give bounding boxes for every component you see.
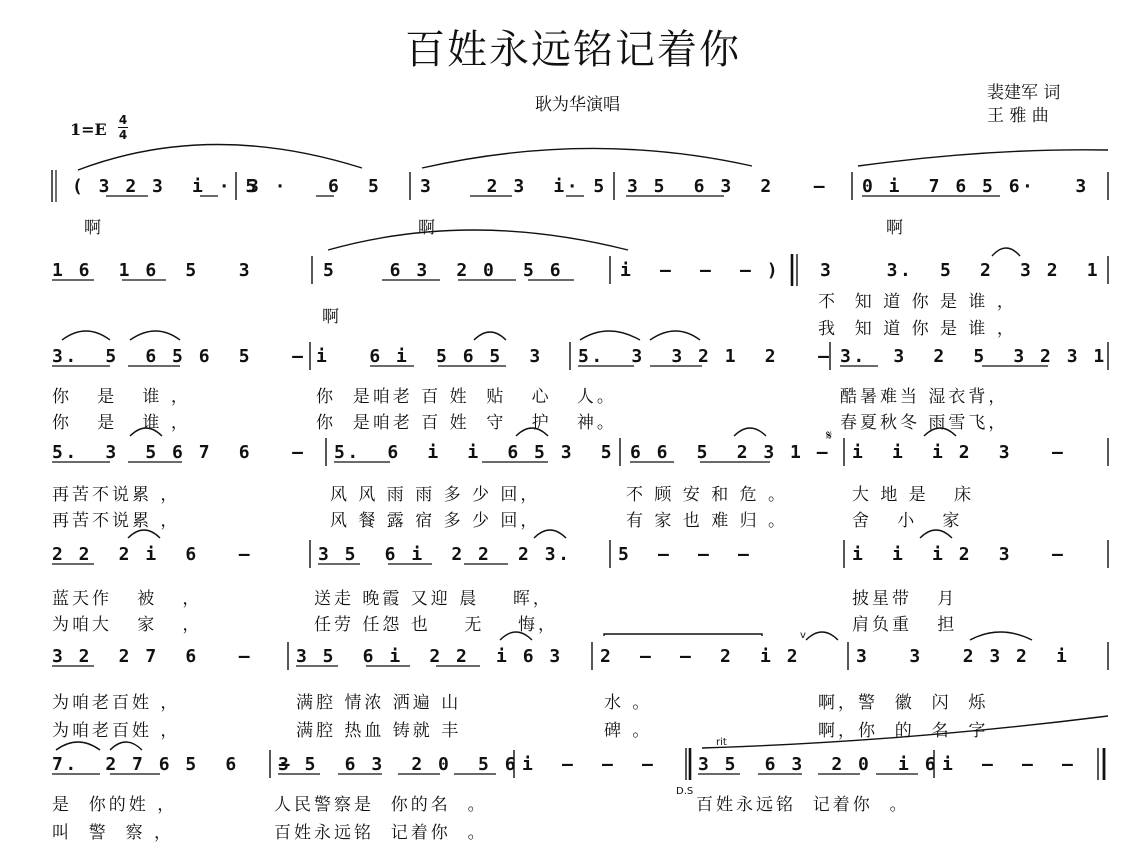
measure-notes: 3 5 6 3 2 0 5 6 <box>278 754 519 775</box>
lyric-line: 啊，你 的 名 字 <box>818 721 989 741</box>
lyric-line: 舍 小 家 <box>852 511 963 531</box>
lyric-line: 任劳 任怨 也 无 悔， <box>314 615 559 635</box>
segno-mark: 𝄋 <box>826 428 833 444</box>
measure-notes: ( 3 2 3 i · 5 <box>72 176 259 197</box>
measure-notes: 5 6 3 2 0 5 6 <box>323 260 564 281</box>
lyric-line: 水 。 <box>604 693 653 713</box>
lyric-line: 满腔 情浓 洒遍 山 <box>296 693 462 713</box>
composer-credit: 王 雅 曲 <box>987 106 1049 126</box>
measure-notes: 3. 5 6 5 6 5 – <box>52 346 306 367</box>
lyric-line: 碑 。 <box>604 721 653 741</box>
measure-notes: 5. 6 i i 6 5 3 5 <box>334 442 615 463</box>
lyric-line: 百姓永远铭 记着你 。 <box>274 823 488 843</box>
lyric-line: 风 风 雨 雨 多 少 回， <box>330 485 541 505</box>
time-signature-top: 4 <box>118 113 128 127</box>
lyric-line: 蓝天作 被 ， <box>52 589 203 609</box>
measure-notes: 3 3. 5 2 3 2 1 <box>820 260 1101 281</box>
lyric-line: 大 地 是 床 <box>852 485 975 505</box>
lyric-line: 肩负重 担 <box>852 615 958 635</box>
measure-notes: i – – – ) <box>620 260 781 281</box>
measure-notes: 3 2 2 7 6 – <box>52 646 253 667</box>
measure-notes: 5 – – – <box>618 544 752 565</box>
lyric-line: 你 是 谁 ， <box>52 387 191 407</box>
measure-notes: 3. 3 2 5 3 2 3 1 <box>840 346 1107 367</box>
measure-notes: 5. 3 5 6 7 6 – <box>52 442 306 463</box>
lyric-line: 风 餐 露 宿 多 少 回， <box>330 511 541 531</box>
lyric-line: 啊 <box>322 307 342 327</box>
lyric-line: 是 你的姓 ， <box>52 795 178 815</box>
lyric-line: 为咱大 家 ， <box>52 615 203 635</box>
measure-notes: i – – – <box>522 754 656 775</box>
lyric-line: 满腔 热血 铸就 丰 <box>296 721 462 741</box>
lyric-line: 不 知 道 你 是 谁 ， <box>818 292 1017 312</box>
breath-mark: v <box>800 630 806 641</box>
dal-segno-mark: D.S <box>676 786 694 797</box>
lyric-line: 披星带 月 <box>852 589 958 609</box>
measure-notes: i i i 2 3 – <box>852 442 1066 463</box>
lyric-line: 有 家 也 难 归 。 <box>626 511 789 531</box>
measure-notes: 1 6 1 6 5 3 <box>52 260 253 281</box>
lyricist-credit: 裴建军 词 <box>987 83 1061 103</box>
ritardando-mark: rit <box>716 737 727 748</box>
measure-notes: i i i 2 3 – <box>852 544 1066 565</box>
lyric-line: 人民警察是 你的名 。 <box>274 795 488 815</box>
measure-notes: 2 – – 2 i 2 <box>600 646 801 667</box>
lyric-line: 叫 警 察 ， <box>52 823 175 843</box>
measure-notes: 3 · 6 5 <box>248 176 382 197</box>
lyric-line: 百姓永远铭 记着你 。 <box>696 795 910 815</box>
measure-notes: i – – – <box>942 754 1076 775</box>
measure-notes: 3 2 3 i· 5 <box>420 176 607 197</box>
measure-notes: 0 i 7 6 5 6· 3 <box>862 176 1089 197</box>
lyric-line: 啊 <box>886 218 906 238</box>
lyric-line: 啊 <box>418 218 438 238</box>
measure-notes: i 6 i 5 6 5 3 <box>316 346 543 367</box>
lyric-line: 酷暑难当 湿衣背， <box>840 387 1009 407</box>
song-title: 百姓永远铭记着你 <box>405 27 741 73</box>
measure-notes: 3 5 6 3 2 0 i 6 <box>698 754 939 775</box>
key-signature: 1=E <box>70 120 107 139</box>
measure-notes: 3 5 6 i 2 2 2 3. <box>318 544 572 565</box>
lyric-line: 你 是咱老 百 姓 贴 心 人。 <box>316 387 617 407</box>
time-signature-bottom: 4 <box>118 128 128 142</box>
lyric-line: 啊，警 徽 闪 烁 <box>818 693 989 713</box>
lyric-line: 不 顾 安 和 危 。 <box>626 485 789 505</box>
lyric-line: 春夏秋冬 雨雪飞， <box>840 413 1009 433</box>
measure-notes: 5. 3 3 2 1 2 – <box>578 346 832 367</box>
lyric-line: 为咱老百姓 ， <box>52 693 181 713</box>
lyric-line: 你 是 谁 ， <box>52 413 191 433</box>
time-signature <box>118 114 128 141</box>
lyric-line: 再苦不说累 ， <box>52 485 181 505</box>
measure-notes: 7. 2 7 6 5 6 – <box>52 754 293 775</box>
measure-notes: 3 5 6 3 2 – <box>627 176 828 197</box>
lyric-line: 你 是咱老 百 姓 守 护 神。 <box>316 413 617 433</box>
lyric-line: 我 知 道 你 是 谁 ， <box>818 319 1017 339</box>
lyric-line: 再苦不说累 ， <box>52 511 181 531</box>
performer-credit: 耿为华演唱 <box>535 95 620 115</box>
measure-notes: 3 3 2 3 2 i <box>856 646 1070 667</box>
measure-notes: 2 2 2 i 6 – <box>52 544 253 565</box>
measure-notes: 6 6 5 2 3 1 – <box>630 442 831 463</box>
lyric-line: 啊 <box>84 218 104 238</box>
lyric-line: 为咱老百姓 ， <box>52 721 181 741</box>
measure-notes: 3 5 6 i 2 2 i 6 3 <box>296 646 563 667</box>
lyric-line: 送走 晚霞 又迎 晨 晖， <box>314 589 553 609</box>
